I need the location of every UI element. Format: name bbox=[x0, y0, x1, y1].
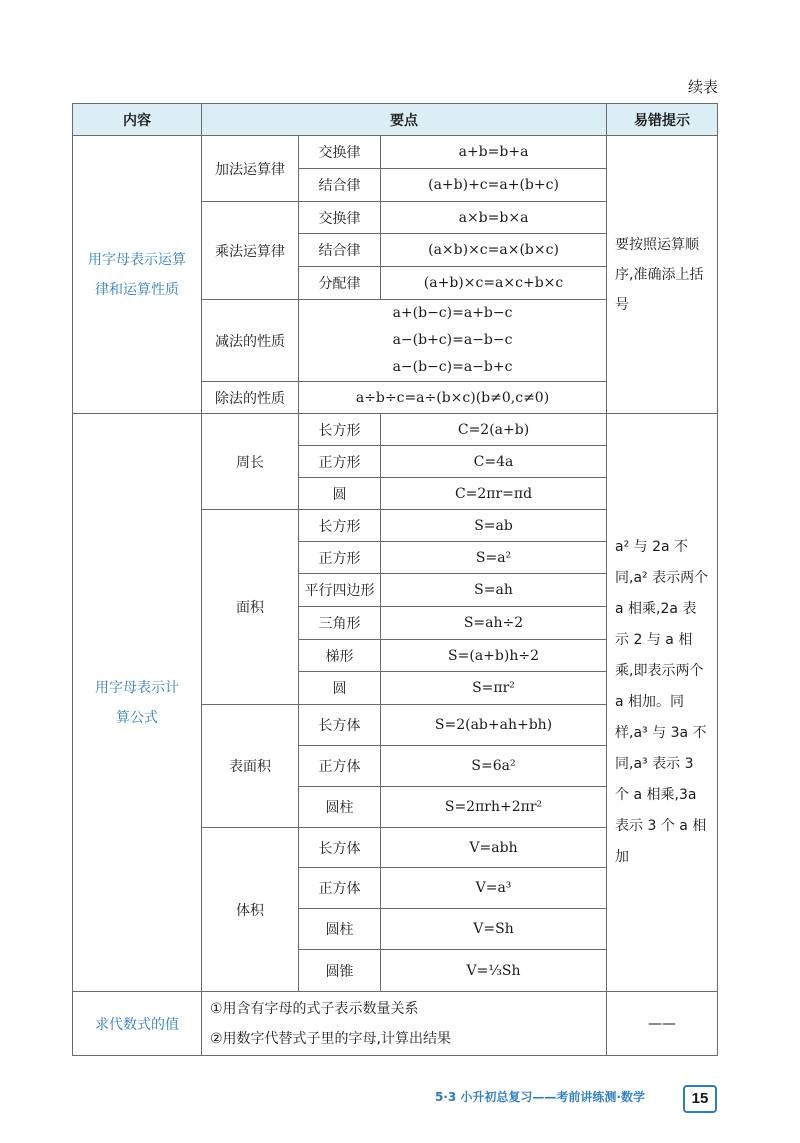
footer-text: 5·3 小升初总复习——考前讲练测·数学 bbox=[435, 1090, 645, 1104]
formula: (a×b)×c=a×(b×c) bbox=[381, 234, 607, 267]
header-content: 内容 bbox=[73, 104, 202, 136]
formula: S=ab bbox=[381, 510, 607, 542]
formula: V=abh bbox=[381, 828, 607, 868]
area-label: 面积 bbox=[202, 510, 299, 705]
header-tips: 易错提示 bbox=[607, 104, 718, 136]
shape-name: 正方体 bbox=[299, 868, 381, 909]
shape-name: 长方体 bbox=[299, 828, 381, 868]
addition-label: 加法运算律 bbox=[202, 136, 299, 202]
formula: S=πr² bbox=[381, 672, 607, 705]
shape-name: 长方形 bbox=[299, 414, 381, 446]
shape-name: 圆 bbox=[299, 672, 381, 705]
formula: C=4a bbox=[381, 446, 607, 478]
division-label: 除法的性质 bbox=[202, 382, 299, 414]
section1-title: 用字母表示运算律和运算性质 bbox=[73, 136, 202, 414]
formula: (a+b)+c=a+(b+c) bbox=[381, 169, 607, 202]
section3-title: 求代数式的值 bbox=[73, 992, 202, 1056]
shape-name: 圆锥 bbox=[299, 950, 381, 992]
perimeter-label: 周长 bbox=[202, 414, 299, 510]
shape-name: 圆柱 bbox=[299, 787, 381, 828]
section2-title: 用字母表示计算公式 bbox=[73, 414, 202, 992]
law-name: 结合律 bbox=[299, 169, 381, 202]
formula: a−(b−c)=a−b+c bbox=[392, 359, 513, 375]
surface-area-label: 表面积 bbox=[202, 705, 299, 828]
shape-name: 正方形 bbox=[299, 542, 381, 574]
formula: S=ah bbox=[381, 574, 607, 607]
header-key-points: 要点 bbox=[202, 104, 607, 136]
formula: a+b=b+a bbox=[381, 136, 607, 169]
formula: V=a³ bbox=[381, 868, 607, 909]
formula: (a+b)×c=a×c+b×c bbox=[381, 267, 607, 300]
shape-name: 长方形 bbox=[299, 510, 381, 542]
subtraction-label: 减法的性质 bbox=[202, 300, 299, 382]
formula: V=⅓Sh bbox=[381, 950, 607, 992]
formula: S=2(ab+ah+bh) bbox=[381, 705, 607, 746]
shape-name: 正方体 bbox=[299, 746, 381, 787]
shape-name: 圆柱 bbox=[299, 909, 381, 950]
page-number: 15 bbox=[683, 1085, 717, 1113]
law-name: 结合律 bbox=[299, 234, 381, 267]
formula: C=2(a+b) bbox=[381, 414, 607, 446]
summary-table bbox=[72, 103, 718, 1056]
shape-name: 长方体 bbox=[299, 705, 381, 746]
formula: C=2πr=πd bbox=[381, 478, 607, 510]
law-name: 交换律 bbox=[299, 202, 381, 234]
law-name: 交换律 bbox=[299, 136, 381, 169]
formula: S=(a+b)h÷2 bbox=[381, 640, 607, 672]
formula: V=Sh bbox=[381, 909, 607, 950]
shape-name: 三角形 bbox=[299, 607, 381, 640]
continued-label: 续表 bbox=[687, 78, 718, 96]
formula: a+(b−c)=a+b−c bbox=[392, 305, 513, 321]
algebra-point: ②用数字代替式子里的字母,计算出结果 bbox=[210, 1030, 451, 1047]
shape-name: 圆 bbox=[299, 478, 381, 510]
volume-label: 体积 bbox=[202, 828, 299, 992]
formula: S=2πrh+2πr² bbox=[381, 787, 607, 828]
header-row bbox=[73, 104, 718, 136]
shape-name: 正方形 bbox=[299, 446, 381, 478]
law-name: 分配律 bbox=[299, 267, 381, 300]
shape-name: 平行四边形 bbox=[299, 574, 381, 607]
formula: a−(b+c)=a−b−c bbox=[392, 332, 513, 348]
multiplication-label: 乘法运算律 bbox=[202, 202, 299, 300]
formula: S=a² bbox=[381, 542, 607, 574]
formula: a÷b÷c=a÷(b×c)(b≠0,c≠0) bbox=[299, 382, 607, 414]
formula: S=ah÷2 bbox=[381, 607, 607, 640]
section2-tip: a² 与 2a 不同,a² 表示两个 a 相乘,2a 表示 2 与 a 相乘,即表示两个 a 相加。同样,a³ 与 3a 不同,a³ 表示 3 个 a 相乘,3a 表示 3 个 a 相加 bbox=[607, 414, 718, 992]
formula: a×b=b×a bbox=[381, 202, 607, 234]
section1-tip: 要按照运算顺序,准确添上括号 bbox=[607, 136, 718, 414]
subtraction-formulas bbox=[299, 300, 607, 382]
section3-tip: —— bbox=[607, 992, 718, 1056]
section3-points bbox=[202, 992, 607, 1056]
algebra-point: ①用含有字母的式子表示数量关系 bbox=[210, 1000, 419, 1017]
formula: S=6a² bbox=[381, 746, 607, 787]
shape-name: 梯形 bbox=[299, 640, 381, 672]
